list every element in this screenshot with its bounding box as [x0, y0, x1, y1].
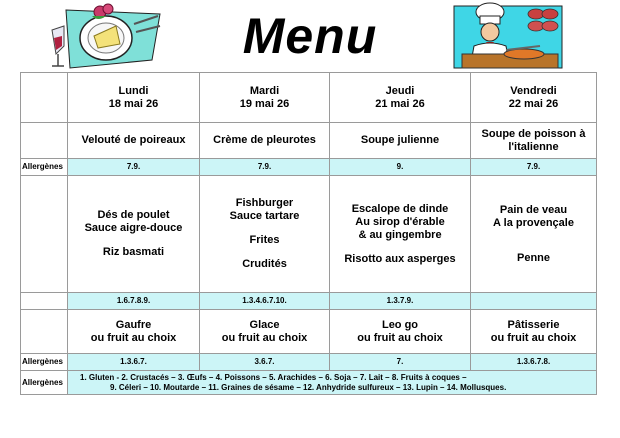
empty-label-cell	[21, 310, 68, 354]
weekly-menu-table	[20, 72, 597, 395]
dessert-row	[21, 310, 597, 354]
allergen-codes: 7.9.	[68, 159, 200, 176]
allergen-label: Allergènes	[21, 354, 68, 371]
dish-line: Au sirop d'érable	[355, 215, 445, 228]
allergen-codes: 1.6.7.8.9.	[68, 293, 200, 310]
dish-line: Penne	[516, 251, 550, 264]
dessert-mardi	[200, 310, 330, 354]
allergen-codes: 1.3.6.7.8.	[471, 354, 597, 371]
dish-line: ou fruit au choix	[90, 331, 177, 344]
allergen-label: Allergènes	[21, 371, 68, 395]
empty-label-cell	[21, 123, 68, 159]
main-mardi	[200, 176, 330, 293]
dish-line: ou fruit au choix	[490, 331, 577, 344]
day-name: Lundi	[118, 84, 149, 97]
day-header-row	[21, 73, 597, 123]
dish-line: Fishburger	[235, 197, 294, 209]
day-header-vendredi	[471, 73, 597, 123]
day-name: Jeudi	[385, 84, 415, 97]
allergen-codes: 7.9.	[471, 159, 597, 176]
dessert-allergen-row	[21, 354, 597, 371]
starter-mardi: Crème de pleurotes	[200, 123, 330, 159]
dessert-jeudi	[330, 310, 471, 354]
starter-jeudi: Soupe julienne	[330, 123, 471, 159]
dish-line: Pâtisserie	[507, 318, 560, 331]
dish-line: & au gingembre	[358, 228, 442, 241]
main-lundi	[68, 176, 200, 293]
allergen-legend	[68, 371, 597, 395]
allergen-codes: 1.3.6.7.	[68, 354, 200, 371]
dish-line: Pain de veau	[499, 203, 568, 216]
dish-line: Risotto aux asperges	[344, 252, 456, 265]
dish-line: ou fruit au choix	[221, 331, 308, 344]
starter-vendredi: Soupe de poisson à l'italienne	[471, 123, 597, 159]
dish-line: Glace	[249, 318, 280, 331]
dessert-vendredi	[471, 310, 597, 354]
dish-line: Riz basmati	[102, 246, 165, 258]
dessert-lundi	[68, 310, 200, 354]
empty-label-cell	[21, 176, 68, 293]
day-date: 22 mai 26	[508, 97, 559, 110]
main-course-row	[21, 176, 597, 293]
dish-line: ou fruit au choix	[357, 331, 443, 344]
allergen-codes: 3.6.7.	[200, 354, 330, 371]
main-vendredi	[471, 176, 597, 293]
day-date: 18 mai 26	[108, 97, 159, 110]
chef-image	[452, 2, 564, 74]
legend-line: 9. Céleri – 10. Moutarde – 11. Graines de sésame – 12. Anhydride sulfureux – 13. Lupin – 14. Mollusques.	[110, 382, 507, 392]
day-header-mardi	[200, 73, 330, 123]
day-name: Vendredi	[510, 84, 557, 97]
allergen-legend-row	[21, 371, 597, 395]
dish-line: Crudités	[242, 258, 287, 270]
allergen-codes: 7.9.	[200, 159, 330, 176]
allergen-codes: 1.3.4.6.7.10.	[200, 293, 330, 310]
allergen-codes	[471, 293, 597, 310]
dish-line: Frites	[249, 234, 280, 246]
corner-cell	[21, 73, 68, 123]
starter-allergen-row	[21, 159, 597, 176]
allergen-codes: 1.3.7.9.	[330, 293, 471, 310]
dish-line: Escalope de dinde	[351, 202, 449, 215]
allergen-label: Allergènes	[21, 159, 68, 176]
dish-line: Sauce tartare	[229, 210, 300, 222]
main-allergen-row	[21, 293, 597, 310]
allergen-codes: 7.	[330, 354, 471, 371]
day-name: Mardi	[249, 84, 280, 97]
day-header-lundi	[68, 73, 200, 123]
dish-line: Leo go	[381, 318, 419, 331]
main-jeudi	[330, 176, 471, 293]
allergen-codes: 9.	[330, 159, 471, 176]
menu-title: Menu	[242, 8, 378, 64]
day-date: 19 mai 26	[239, 97, 290, 110]
dish-line: Dés de poulet	[97, 209, 170, 221]
dish-line: A la provençale	[493, 216, 574, 229]
dish-line: Gaufre	[115, 318, 152, 331]
starter-lundi: Velouté de poireaux	[68, 123, 200, 159]
day-date: 21 mai 26	[375, 97, 425, 110]
allergen-label-empty	[21, 293, 68, 310]
dish-line: Sauce aigre-douce	[84, 222, 183, 234]
starter-row	[21, 123, 597, 159]
day-header-jeudi	[330, 73, 471, 123]
legend-line: 1. Gluten - 2. Crustacés – 3. Œufs – 4. Poissons – 5. Arachides – 6. Soja – 7. Lait – 8. Fruits à coques –	[80, 372, 467, 382]
